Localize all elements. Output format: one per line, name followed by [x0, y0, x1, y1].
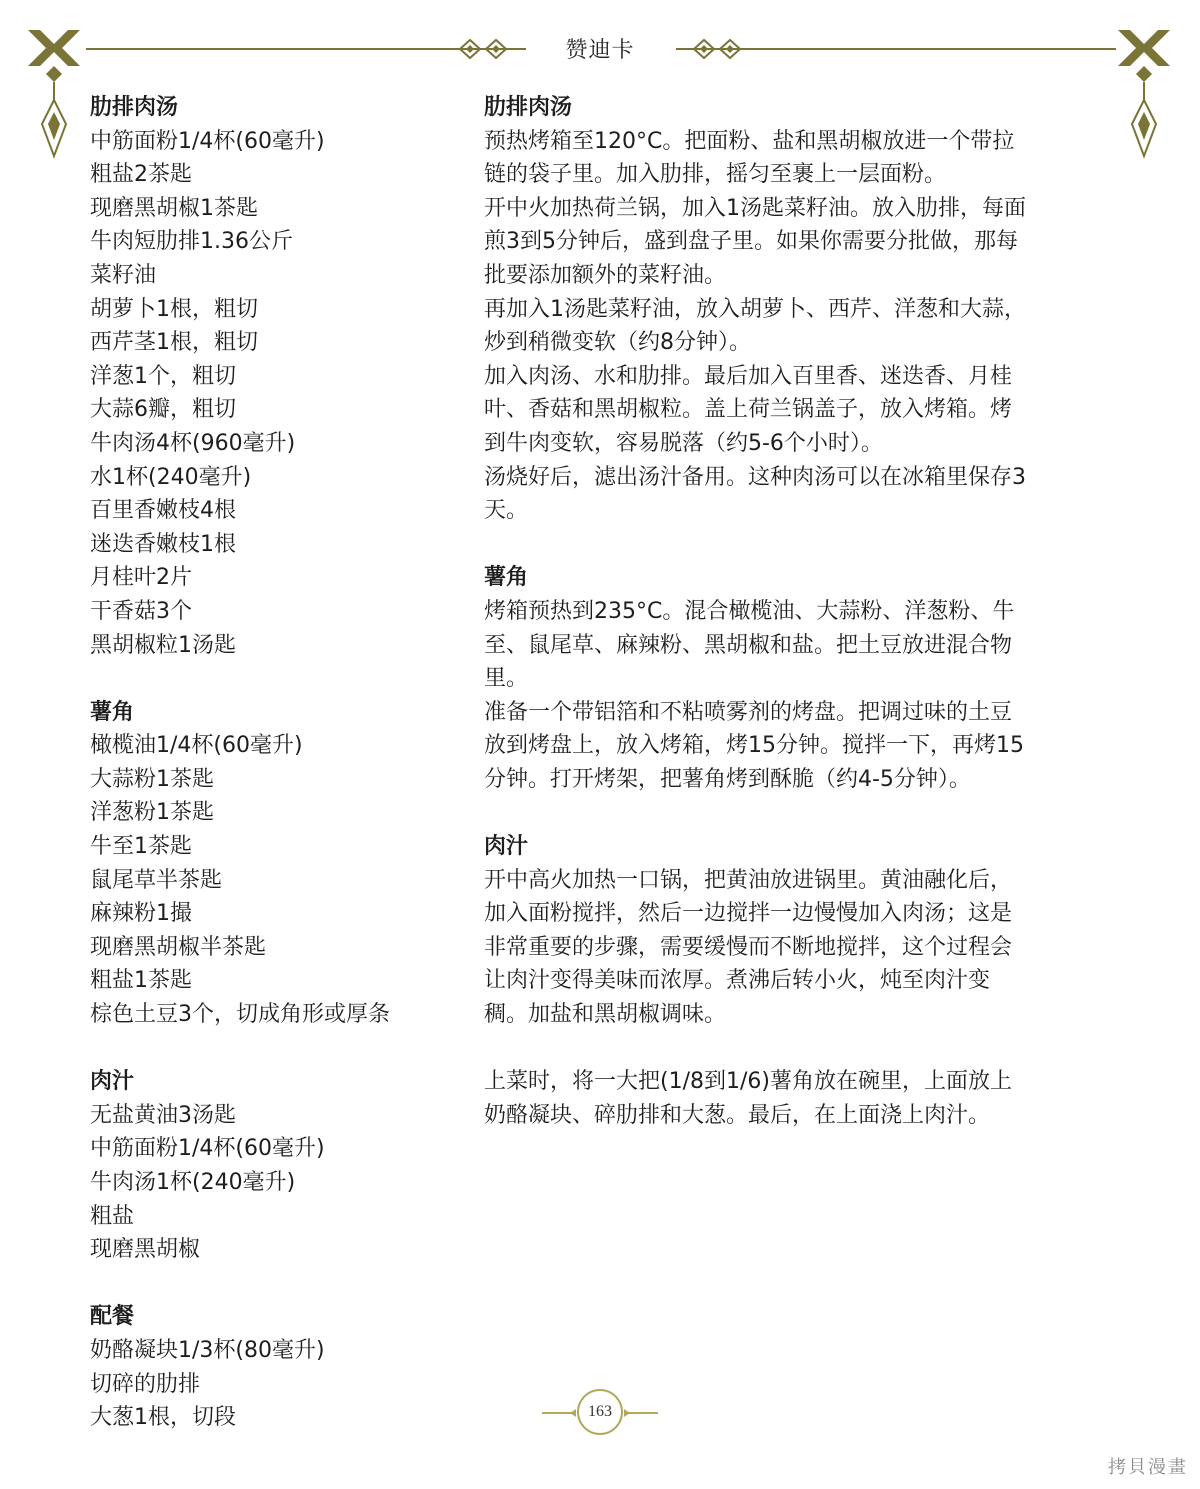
section-gap	[484, 528, 1104, 562]
ingredients-column	[90, 91, 470, 1435]
instruction-section-heading: 薯角	[484, 565, 529, 591]
ingredient-item: 迷迭香嫩枝1根	[90, 531, 236, 557]
ingredient-item: 西芹茎1根，粗切	[90, 330, 258, 356]
ingredient-item: 现磨黑胡椒半茶匙	[90, 934, 267, 960]
ingredient-item: 黑胡椒粒1汤匙	[90, 632, 236, 658]
ingredient-item: 牛至1茶匙	[90, 834, 192, 860]
instruction-line: 再加入1汤匙菜籽油，放入胡萝卜、西芹、洋葱和大蒜，	[484, 296, 1026, 322]
ingredient-item: 大葱1根，切段	[90, 1405, 236, 1431]
instruction-line: 至、鼠尾草、麻辣粉、黑胡椒和盐。把土豆放进混合物	[484, 632, 1013, 658]
instruction-line: 加入面粉搅拌，然后一边搅拌一边慢慢加入肉汤；这是	[484, 901, 1013, 927]
page-number: 163	[577, 1389, 623, 1435]
ingredient-item: 中筋面粉1/4杯(60毫升)	[90, 128, 325, 154]
ingredient-item: 无盐黄油3汤匙	[90, 1102, 236, 1128]
ingredient-item: 中筋面粉1/4杯(60毫升)	[90, 1136, 325, 1162]
instruction-line: 奶酪凝块、碎肋排和大葱。最后，在上面浇上肉汁。	[484, 1102, 991, 1128]
instruction-line: 非常重要的步骤，需要缓慢而不断地搅拌，这个过程会	[484, 934, 1013, 960]
ingredient-section-heading: 肋排肉汤	[90, 95, 179, 120]
instruction-line: 开中火加热荷兰锅，加入1汤匙菜籽油。放入肋排，每面	[484, 195, 1026, 221]
ingredient-section-heading: 肉汁	[90, 1069, 135, 1095]
ingredient-item: 洋葱粉1茶匙	[90, 800, 214, 826]
ingredient-item: 牛肉短肋排1.36公斤	[90, 229, 293, 255]
instruction-line: 到牛肉变软，容易脱落（约5-6个小时）。	[484, 430, 883, 456]
section-gap	[484, 796, 1104, 830]
ingredient-item: 百里香嫩枝4根	[90, 498, 236, 524]
ingredient-item: 棕色土豆3个，切成角形或厚条	[90, 1002, 390, 1028]
ingredient-item: 橄榄油1/4杯(60毫升)	[90, 733, 303, 759]
section-gap	[90, 1032, 470, 1066]
ingredient-item: 粗盐	[90, 1203, 135, 1229]
watermark: 拷貝漫畫	[1108, 1457, 1188, 1478]
instruction-section-heading: 肋排肉汤	[484, 95, 573, 120]
instruction-line: 放到烤盘上，放入烤箱，烤15分钟。搅拌一下，再烤15	[484, 733, 1024, 759]
instruction-line: 预热烤箱至120°C。把面粉、盐和黑胡椒放进一个带拉	[484, 128, 1015, 154]
ingredient-item: 现磨黑胡椒1茶匙	[90, 195, 258, 221]
instruction-line: 上菜时，将一大把(1/8到1/6)薯角放在碗里，上面放上	[484, 1069, 1012, 1095]
ingredient-item: 切碎的肋排	[90, 1371, 201, 1397]
ingredient-item: 粗盐1茶匙	[90, 968, 192, 994]
instruction-line: 烤箱预热到235°C。混合橄榄油、大蒜粉、洋葱粉、牛	[484, 598, 1015, 624]
ingredient-item: 现磨黑胡椒	[90, 1237, 201, 1263]
ingredient-section-heading: 配餐	[90, 1304, 135, 1330]
instruction-line: 稠。加盐和黑胡椒调味。	[484, 1002, 727, 1028]
instruction-line: 里。	[484, 666, 529, 692]
ingredient-item: 月桂叶2片	[90, 565, 192, 591]
instruction-line: 链的袋子里。加入肋排，摇匀至裹上一层面粉。	[484, 162, 947, 188]
instruction-line: 煎3到5分钟后，盛到盘子里。如果你需要分批做，那每	[484, 229, 1018, 255]
section-gap	[484, 1032, 1104, 1066]
instructions-column	[484, 91, 1104, 1132]
ingredient-item: 麻辣粉1撮	[90, 901, 192, 927]
ingredient-item: 大蒜粉1茶匙	[90, 766, 214, 792]
ingredient-item: 牛肉汤1杯(240毫升)	[90, 1170, 296, 1195]
ingredient-item: 水1杯(240毫升)	[90, 464, 252, 490]
instruction-line: 加入肉汤、水和肋排。最后加入百里香、迷迭香、月桂	[484, 363, 1013, 389]
ingredient-item: 粗盐2茶匙	[90, 162, 192, 188]
instruction-line: 分钟。打开烤架，把薯角烤到酥脆（约4-5分钟）。	[484, 766, 971, 792]
instruction-line: 让肉汁变得美味而浓厚。煮沸后转小火，炖至肉汁变	[484, 968, 991, 994]
ingredient-section-heading: 薯角	[90, 699, 135, 725]
section-gap	[90, 662, 470, 696]
page-header-title: 赞迪卡	[565, 38, 635, 63]
instruction-line: 批要添加额外的菜籽油。	[484, 262, 727, 288]
ingredient-item: 胡萝卜1根，粗切	[90, 296, 258, 322]
ingredient-item: 干香菇3个	[90, 598, 192, 624]
instruction-line: 开中高火加热一口锅，把黄油放进锅里。黄油融化后，	[484, 867, 1013, 893]
ingredient-item: 奶酪凝块1/3杯(80毫升)	[90, 1337, 325, 1363]
ingredient-item: 牛肉汤4杯(960毫升)	[90, 430, 296, 456]
instruction-line: 汤烧好后，滤出汤汁备用。这种肉汤可以在冰箱里保存3	[484, 464, 1026, 490]
page-number-ornament	[540, 1388, 660, 1438]
instruction-line: 天。	[484, 498, 529, 524]
instruction-line: 准备一个带铝箔和不粘喷雾剂的烤盘。把调过味的土豆	[484, 699, 1013, 725]
ingredient-item: 洋葱1个，粗切	[90, 363, 236, 389]
ingredient-item: 菜籽油	[90, 262, 157, 288]
ingredient-item: 大蒜6瓣，粗切	[90, 397, 236, 423]
instruction-line: 炒到稍微变软（约8分钟）。	[484, 330, 751, 356]
instruction-line: 叶、香菇和黑胡椒粒。盖上荷兰锅盖子，放入烤箱。烤	[484, 397, 1013, 423]
instruction-section-heading: 肉汁	[484, 834, 529, 860]
ingredient-item: 鼠尾草半茶匙	[90, 867, 223, 893]
section-gap	[90, 1267, 470, 1301]
